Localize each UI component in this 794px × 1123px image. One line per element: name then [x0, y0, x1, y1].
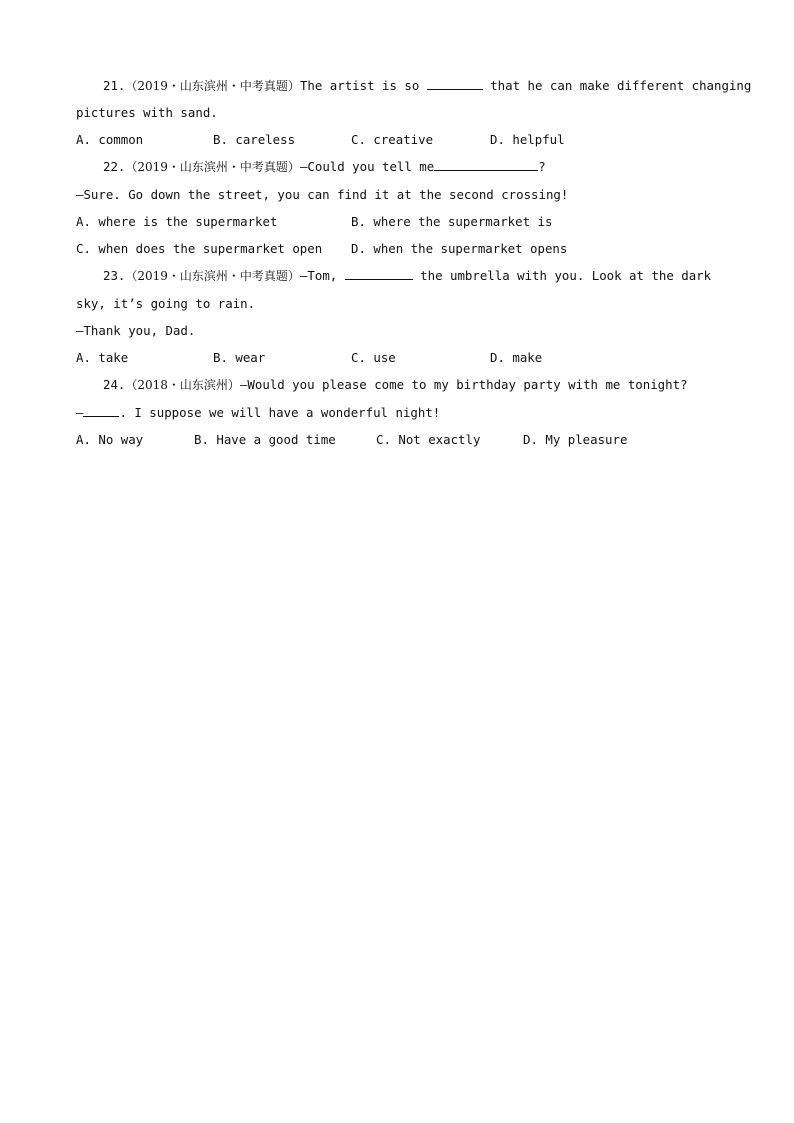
- stem-text: the umbrella with you. Look at the dark: [412, 268, 712, 283]
- option-d: D. helpful: [490, 132, 565, 147]
- stem-text: ?: [538, 159, 546, 174]
- question-23-stem: [103, 266, 753, 286]
- stem-text: The artist is so: [299, 78, 427, 93]
- question-24-reply: [76, 403, 726, 423]
- answer-blank: [345, 266, 413, 280]
- question-source: （2019・山东滨州・中考真题）: [125, 269, 300, 283]
- dash: —: [76, 405, 84, 420]
- question-22-stem: [103, 157, 753, 177]
- option-b: B. Have a good time: [194, 432, 336, 447]
- question-number: 21.: [103, 78, 126, 93]
- question-source: （2019・山东滨州・中考真题）: [125, 160, 300, 174]
- stem-text: —Would you please come to my birthday party with me tonight?: [239, 377, 688, 392]
- option-a: A. take: [76, 350, 129, 365]
- question-22-stem-cont: —Sure. Go down the street, you can find it at the second crossing!: [76, 187, 569, 202]
- answer-blank: [427, 76, 483, 90]
- option-a: A. No way: [76, 432, 144, 447]
- option-d: D. make: [490, 350, 543, 365]
- question-24-stem: [103, 375, 753, 395]
- option-a: A. common: [76, 132, 144, 147]
- question-number: 23.: [103, 268, 126, 283]
- option-c: C. use: [351, 350, 396, 365]
- question-source: （2019・山东滨州・中考真题）: [125, 79, 300, 93]
- option-d: D. My pleasure: [523, 432, 628, 447]
- option-b: B. wear: [213, 350, 266, 365]
- option-c: C. when does the supermarket open: [76, 241, 323, 256]
- stem-text: . I suppose we will have a wonderful night!: [119, 405, 441, 420]
- question-21-stem-cont: pictures with sand.: [76, 105, 218, 120]
- question-number: 24.: [103, 377, 126, 392]
- question-23-reply: —Thank you, Dad.: [76, 323, 196, 338]
- stem-text: that he can make different changing: [482, 78, 752, 93]
- option-b: B. where the supermarket is: [351, 214, 553, 229]
- option-c: C. Not exactly: [376, 432, 481, 447]
- question-23-stem-cont: sky, it’s going to rain.: [76, 296, 256, 311]
- option-a: A. where is the supermarket: [76, 214, 278, 229]
- question-source: （2018・山东滨州）: [125, 378, 240, 392]
- answer-blank: [434, 157, 538, 171]
- option-b: B. careless: [213, 132, 296, 147]
- option-d: D. when the supermarket opens: [351, 241, 568, 256]
- option-c: C. creative: [351, 132, 434, 147]
- stem-text: —Could you tell me: [299, 159, 435, 174]
- question-number: 22.: [103, 159, 126, 174]
- stem-text: —Tom,: [299, 268, 345, 283]
- question-21-stem: [103, 76, 753, 96]
- answer-blank: [83, 403, 119, 417]
